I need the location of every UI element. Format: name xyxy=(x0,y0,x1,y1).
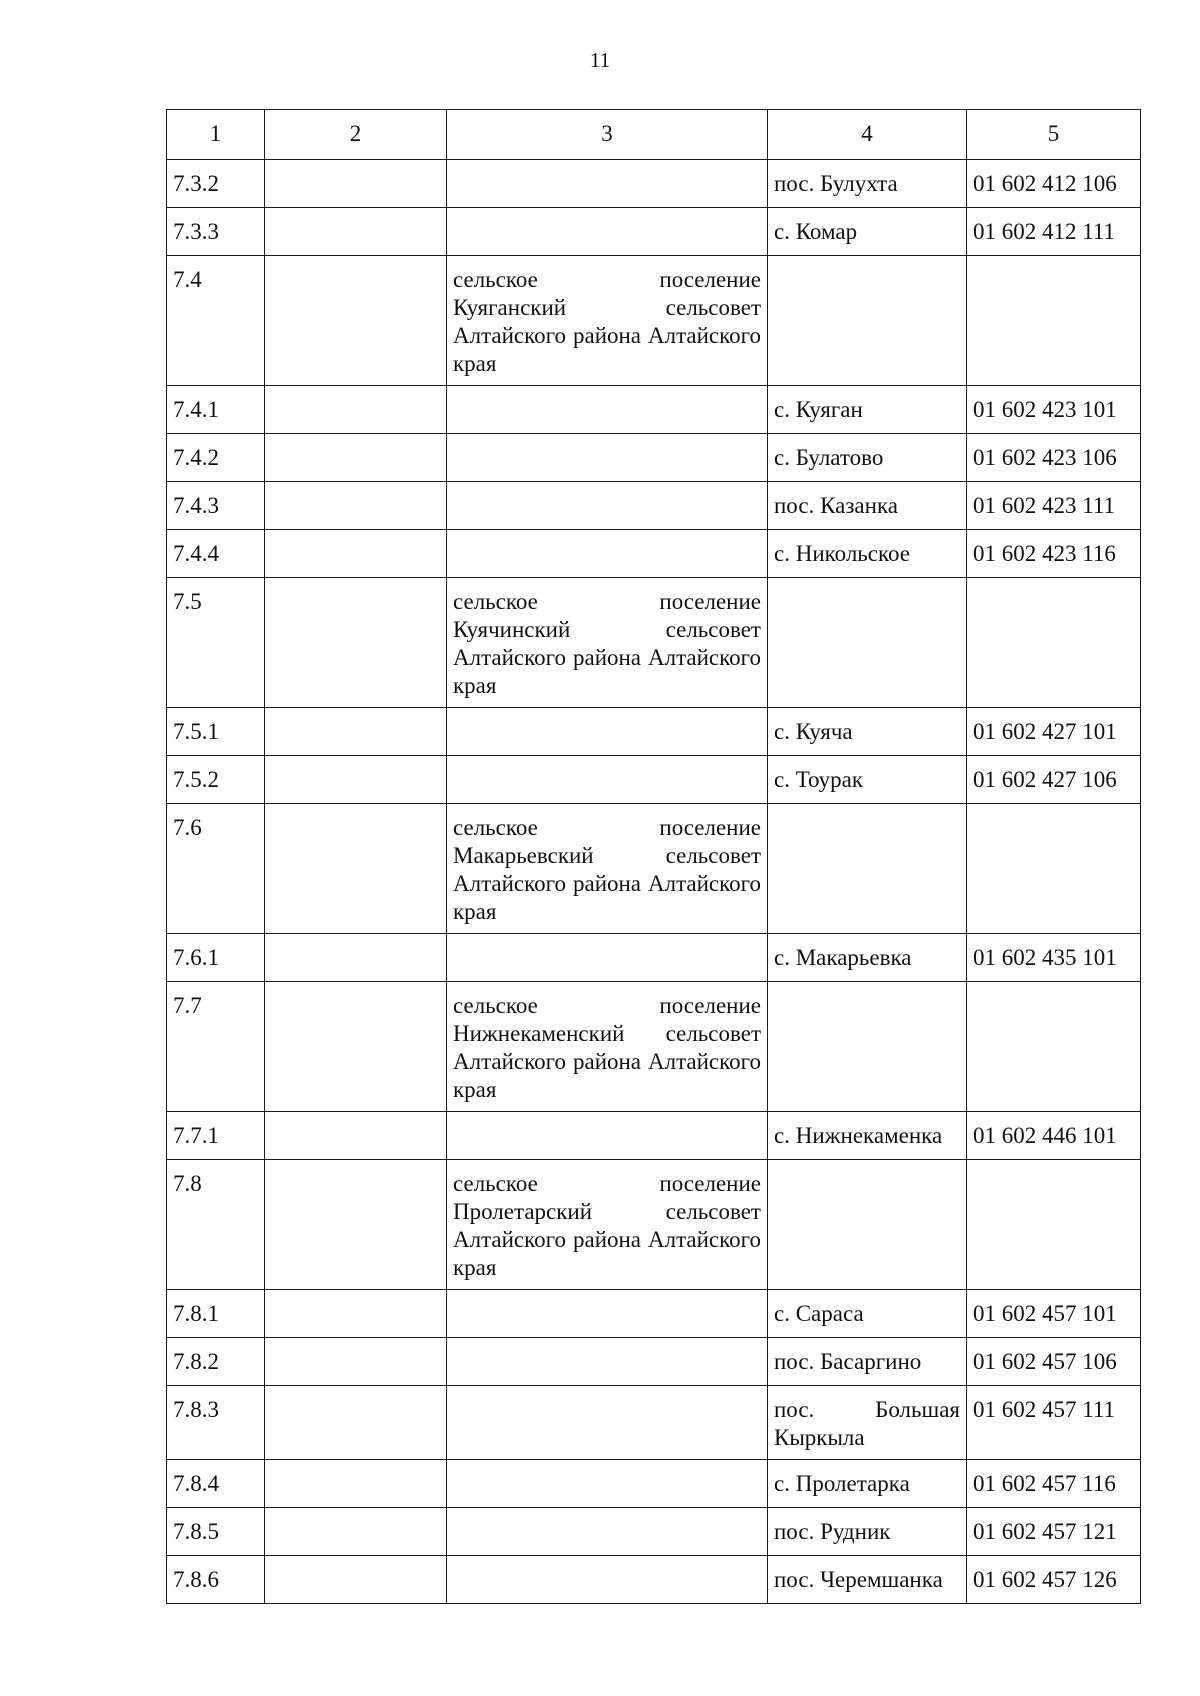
locality-cell xyxy=(768,578,967,708)
settlement-body-cell xyxy=(447,434,768,482)
oktmo-code-cell: 01 602 423 106 xyxy=(967,434,1141,482)
settlement-body-cell xyxy=(447,934,768,982)
col2-cell xyxy=(265,982,447,1112)
col2-cell xyxy=(265,1386,447,1460)
settlement-body-cell: сельское поселение Макарьевский сельсовет Алтайского района Алтайского края xyxy=(447,804,768,934)
col2-cell xyxy=(265,482,447,530)
col2-cell xyxy=(265,1290,447,1338)
locality-cell xyxy=(768,804,967,934)
row-number-cell: 7.7 xyxy=(167,982,265,1112)
col2-cell xyxy=(265,1508,447,1556)
table-row xyxy=(167,160,1141,208)
column-header: 4 xyxy=(768,110,967,160)
settlement-body-cell: сельское поселение Куячинский сельсовет Алтайского района Алтайского края xyxy=(447,578,768,708)
locality-cell xyxy=(768,1160,967,1290)
settlement-body-cell xyxy=(447,1460,768,1508)
col2-cell xyxy=(265,160,447,208)
oktmo-code-cell: 01 602 412 106 xyxy=(967,160,1141,208)
row-number-cell: 7.5.2 xyxy=(167,756,265,804)
oktmo-code-cell: 01 602 423 111 xyxy=(967,482,1141,530)
settlement-body-cell xyxy=(447,1112,768,1160)
column-header: 2 xyxy=(265,110,447,160)
col2-cell xyxy=(265,578,447,708)
table-row xyxy=(167,1386,1141,1460)
oktmo-code-cell: 01 602 457 116 xyxy=(967,1460,1141,1508)
row-number-cell: 7.6 xyxy=(167,804,265,934)
row-number-cell: 7.4.4 xyxy=(167,530,265,578)
table-row xyxy=(167,1508,1141,1556)
oktmo-code-cell: 01 602 457 126 xyxy=(967,1556,1141,1604)
row-number-cell: 7.8.3 xyxy=(167,1386,265,1460)
table-row xyxy=(167,804,1141,934)
locality-cell: с. Комар xyxy=(768,208,967,256)
table-row xyxy=(167,578,1141,708)
oktmo-code-cell: 01 602 457 111 xyxy=(967,1386,1141,1460)
row-number-cell: 7.8.5 xyxy=(167,1508,265,1556)
settlement-body-cell xyxy=(447,756,768,804)
locality-cell: с. Макарьевка xyxy=(768,934,967,982)
col2-cell xyxy=(265,804,447,934)
oktmo-code-cell: 01 602 435 101 xyxy=(967,934,1141,982)
locality-cell: пос. Басаргино xyxy=(768,1338,967,1386)
table-row xyxy=(167,386,1141,434)
oktmo-code-cell xyxy=(967,1160,1141,1290)
table-row xyxy=(167,708,1141,756)
row-number-cell: 7.3.3 xyxy=(167,208,265,256)
settlement-body-cell xyxy=(447,1386,768,1460)
row-number-cell: 7.4 xyxy=(167,256,265,386)
locality-cell: с. Нижнекаменка xyxy=(768,1112,967,1160)
row-number-cell: 7.4.2 xyxy=(167,434,265,482)
row-number-cell: 7.4.3 xyxy=(167,482,265,530)
row-number-cell: 7.8.2 xyxy=(167,1338,265,1386)
column-header: 3 xyxy=(447,110,768,160)
oktmo-code-cell: 01 602 427 101 xyxy=(967,708,1141,756)
locality-cell: с. Булатово xyxy=(768,434,967,482)
col2-cell xyxy=(265,256,447,386)
settlement-body-cell xyxy=(447,530,768,578)
settlement-body-cell xyxy=(447,1556,768,1604)
table-row xyxy=(167,982,1141,1112)
col2-cell xyxy=(265,1160,447,1290)
locality-cell xyxy=(768,256,967,386)
locality-cell: с. Тоурак xyxy=(768,756,967,804)
settlement-body-cell: сельское поселение Куяганский сельсовет Алтайского района Алтайского края xyxy=(447,256,768,386)
table-row xyxy=(167,482,1141,530)
row-number-cell: 7.5 xyxy=(167,578,265,708)
table-row xyxy=(167,1460,1141,1508)
settlement-registry-table xyxy=(166,109,1141,1604)
settlement-body-cell xyxy=(447,1508,768,1556)
locality-cell: с. Пролетарка xyxy=(768,1460,967,1508)
row-number-cell: 7.8.1 xyxy=(167,1290,265,1338)
row-number-cell: 7.3.2 xyxy=(167,160,265,208)
locality-cell: пос. Казанка xyxy=(768,482,967,530)
oktmo-code-cell: 01 602 427 106 xyxy=(967,756,1141,804)
oktmo-code-cell: 01 602 457 121 xyxy=(967,1508,1141,1556)
table-row xyxy=(167,934,1141,982)
row-number-cell: 7.4.1 xyxy=(167,386,265,434)
oktmo-code-cell xyxy=(967,982,1141,1112)
table-row xyxy=(167,1160,1141,1290)
locality-cell: пос. Рудник xyxy=(768,1508,967,1556)
oktmo-code-cell xyxy=(967,578,1141,708)
oktmo-code-cell: 01 602 446 101 xyxy=(967,1112,1141,1160)
table-row xyxy=(167,1338,1141,1386)
settlement-body-cell: сельское поселение Нижнекаменский сельсовет Алтайского района Алтайского края xyxy=(447,982,768,1112)
settlement-body-cell xyxy=(447,482,768,530)
oktmo-code-cell xyxy=(967,804,1141,934)
settlement-body-cell xyxy=(447,208,768,256)
row-number-cell: 7.8.6 xyxy=(167,1556,265,1604)
col2-cell xyxy=(265,1556,447,1604)
table-row xyxy=(167,530,1141,578)
locality-cell: с. Куяган xyxy=(768,386,967,434)
col2-cell xyxy=(265,434,447,482)
col2-cell xyxy=(265,1112,447,1160)
col2-cell xyxy=(265,1338,447,1386)
row-number-cell: 7.6.1 xyxy=(167,934,265,982)
row-number-cell: 7.8.4 xyxy=(167,1460,265,1508)
col2-cell xyxy=(265,386,447,434)
locality-cell: с. Куяча xyxy=(768,708,967,756)
oktmo-code-cell: 01 602 423 101 xyxy=(967,386,1141,434)
locality-cell: пос. Булухта xyxy=(768,160,967,208)
locality-cell: с. Сараса xyxy=(768,1290,967,1338)
locality-cell: с. Никольское xyxy=(768,530,967,578)
col2-cell xyxy=(265,756,447,804)
col2-cell xyxy=(265,708,447,756)
header-row xyxy=(167,110,1141,160)
table-row xyxy=(167,1556,1141,1604)
locality-cell xyxy=(768,982,967,1112)
col2-cell xyxy=(265,530,447,578)
oktmo-code-cell: 01 602 457 106 xyxy=(967,1338,1141,1386)
locality-cell: пос. Черемшанка xyxy=(768,1556,967,1604)
page-number: 11 xyxy=(589,48,611,72)
settlement-body-cell xyxy=(447,708,768,756)
oktmo-code-cell: 01 602 412 111 xyxy=(967,208,1141,256)
settlement-body-cell xyxy=(447,1338,768,1386)
oktmo-code-cell: 01 602 457 101 xyxy=(967,1290,1141,1338)
col2-cell xyxy=(265,1460,447,1508)
settlement-body-cell xyxy=(447,160,768,208)
col2-cell xyxy=(265,208,447,256)
column-header: 1 xyxy=(167,110,265,160)
locality-cell: пос. Большая Кыркыла xyxy=(768,1386,967,1460)
row-number-cell: 7.5.1 xyxy=(167,708,265,756)
table-body xyxy=(167,160,1141,1604)
settlement-body-cell xyxy=(447,386,768,434)
table-row xyxy=(167,208,1141,256)
row-number-cell: 7.7.1 xyxy=(167,1112,265,1160)
table-row xyxy=(167,256,1141,386)
table-row xyxy=(167,756,1141,804)
table-row xyxy=(167,1112,1141,1160)
oktmo-code-cell: 01 602 423 116 xyxy=(967,530,1141,578)
row-number-cell: 7.8 xyxy=(167,1160,265,1290)
table-row xyxy=(167,1290,1141,1338)
settlement-body-cell xyxy=(447,1290,768,1338)
oktmo-code-cell xyxy=(967,256,1141,386)
table-header xyxy=(167,110,1141,160)
settlement-body-cell: сельское поселение Пролетарский сельсовет Алтайского района Алтайского края xyxy=(447,1160,768,1290)
column-header: 5 xyxy=(967,110,1141,160)
col2-cell xyxy=(265,934,447,982)
table-row xyxy=(167,434,1141,482)
